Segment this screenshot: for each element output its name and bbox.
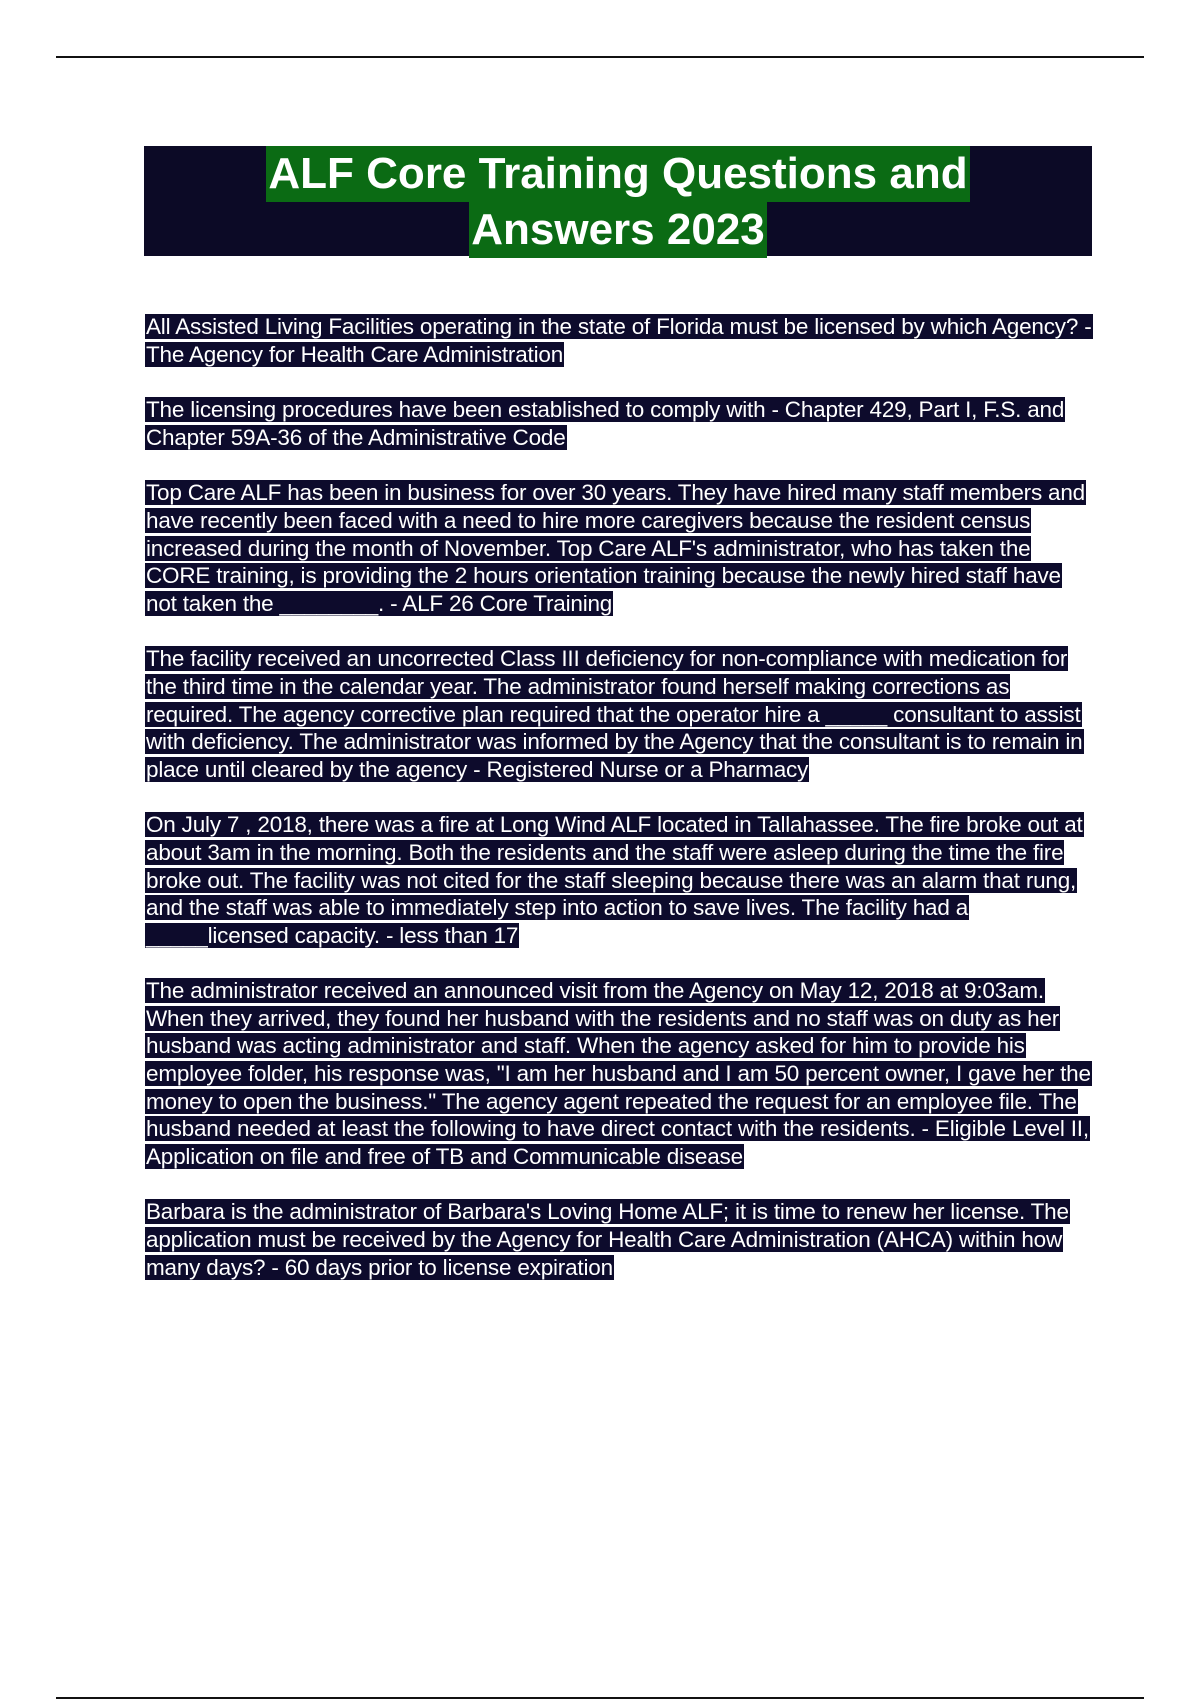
- top-rule: [56, 56, 1144, 58]
- qa-item-3-text: Top Care ALF has been in business for over 30 years. They have hired many staff members and have recently been faced with a need to hire more caregivers because the resident census increased during the month of November. Top Care ALF's administrator, who has taken the CORE training, is providing the 2 hours orientation training because the newly hired staff have not taken the ________. - ALF 26 Core Training: [146, 480, 1085, 616]
- qa-item-6-text: The administrator received an announced visit from the Agency on May 12, 2018 at 9:03am. When they arrived, they found her husband with the residents and no staff was on duty as her husband was acting administrator and staff. When the agency asked for him to provide his employee folder, his response was, "I am her husband and I am 50 percent owner, I gave her the money to open the business." The agency agent repeated the request for an employee file. The husband needed at least the following to have direct contact with the residents. - Eligible Level II, Application on file and free of TB and Communicable disease: [146, 978, 1091, 1169]
- qa-item-6: [145, 977, 1095, 1170]
- qa-item-1: [145, 313, 1095, 368]
- qa-item-4: [145, 645, 1095, 783]
- qa-item-3: [145, 479, 1095, 617]
- qa-item-4-text: The facility received an uncorrected Class III deficiency for non-compliance with medication for the third time in the calendar year. The administrator found herself making corrections as required. The agency corrective plan required that the operator hire a _____ consultant to assist with deficiency. The administrator was informed by the Agency that the consultant is to remain in place until cleared by the agency - Registered Nurse or a Pharmacy: [146, 646, 1083, 782]
- title-line-2: Answers 2023: [469, 202, 767, 258]
- qa-item-7: [145, 1198, 1095, 1281]
- qa-item-1-text: All Assisted Living Facilities operating in the state of Florida must be licensed by which Agency? - The Agency for Health Care Administration: [146, 314, 1092, 367]
- qa-list: [145, 313, 1095, 1309]
- title-line-1: ALF Core Training Questions and: [266, 146, 969, 202]
- qa-item-5-line-1: On July 7 , 2018, there was a fire at Long Wind ALF located in Tallahassee. The fire broke out at: [146, 812, 1083, 838]
- qa-item-7-text: Barbara is the administrator of Barbara's Loving Home ALF; it is time to renew her license. The application must be received by the Agency for Health Care Administration (AHCA) within how many days? - 60 days prior to license expiration: [146, 1199, 1069, 1280]
- document-title: [144, 146, 1092, 256]
- qa-item-5: [145, 811, 1095, 949]
- bottom-rule: [56, 1697, 1144, 1699]
- qa-item-2: [145, 396, 1095, 451]
- qa-item-5-line-2: about 3am in the morning. Both the residents and the staff were asleep during the time the fire broke out. The facility was not cited for the staff sleeping because there was an alarm that rung, and the staff was able to immediately step into action to save lives. The facility had a _____licensed capacity. - less than 17: [146, 839, 1077, 948]
- qa-item-2-text: The licensing procedures have been established to comply with - Chapter 429, Part I, F.S. and Chapter 59A-36 of the Administrative Code: [146, 397, 1065, 450]
